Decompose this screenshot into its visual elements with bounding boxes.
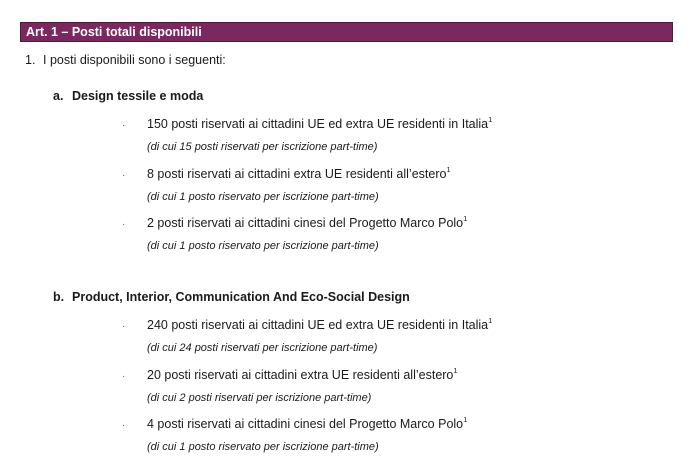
- item-text: 240 posti riservati ai cittadini UE ed extra UE residenti in Italia: [147, 318, 489, 333]
- list-item: [147, 367, 458, 382]
- item-text: 150 posti riservati ai cittadini UE ed extra UE residenti in Italia: [147, 117, 489, 132]
- item-subnote: (di cui 24 posti riservati per iscrizione part-time): [147, 342, 378, 354]
- article-header: [20, 22, 673, 42]
- item-subnote: (di cui 1 posto riservato per iscrizione part-time): [147, 240, 379, 252]
- footnote-ref: 1: [463, 415, 468, 424]
- bullet-icon: ·: [122, 170, 126, 181]
- list-item: [147, 416, 467, 431]
- bullet-icon: ·: [122, 219, 126, 230]
- section-name: Design tessile e moda: [72, 89, 204, 103]
- footnote-ref: 1: [446, 165, 451, 174]
- item-subnote: (di cui 1 posto riservato per iscrizione part-time): [147, 191, 379, 203]
- intro-paragraph: [25, 53, 226, 67]
- list-item: [147, 317, 492, 332]
- item-text: 4 posti riservati ai cittadini cinesi del Progetto Marco Polo: [147, 417, 464, 432]
- bullet-icon: ·: [122, 371, 126, 382]
- footnote-ref: 1: [453, 366, 458, 375]
- bullet-icon: ·: [122, 420, 126, 431]
- item-subnote: (di cui 1 posto riservato per iscrizione part-time): [147, 441, 379, 453]
- article-title: Art. 1 – Posti totali disponibili: [26, 25, 202, 39]
- item-text: 8 posti riservati ai cittadini extra UE residenti all’estero: [147, 167, 447, 182]
- bullet-icon: ·: [122, 120, 126, 131]
- footnote-ref: 1: [488, 115, 493, 124]
- item-subnote: (di cui 2 posti riservati per iscrizione part-time): [147, 392, 372, 404]
- footnote-ref: 1: [463, 214, 468, 223]
- list-item: [147, 116, 492, 131]
- intro-number: 1.: [25, 53, 36, 67]
- item-subnote: (di cui 15 posti riservati per iscrizione part-time): [147, 141, 378, 153]
- list-item: [147, 215, 467, 230]
- footnote-ref: 1: [488, 316, 493, 325]
- intro-text: I posti disponibili sono i seguenti:: [43, 53, 226, 67]
- list-item: [147, 166, 451, 181]
- bullet-icon: ·: [122, 321, 126, 332]
- section-letter: a.: [53, 89, 64, 103]
- section-name: Product, Interior, Communication And Eco-Social Design: [72, 290, 410, 304]
- section-letter: b.: [53, 290, 65, 304]
- item-text: 2 posti riservati ai cittadini cinesi del Progetto Marco Polo: [147, 216, 464, 231]
- section-title-a: [53, 89, 203, 103]
- item-text: 20 posti riservati ai cittadini extra UE residenti all’estero: [147, 368, 454, 383]
- section-title-b: [53, 290, 410, 304]
